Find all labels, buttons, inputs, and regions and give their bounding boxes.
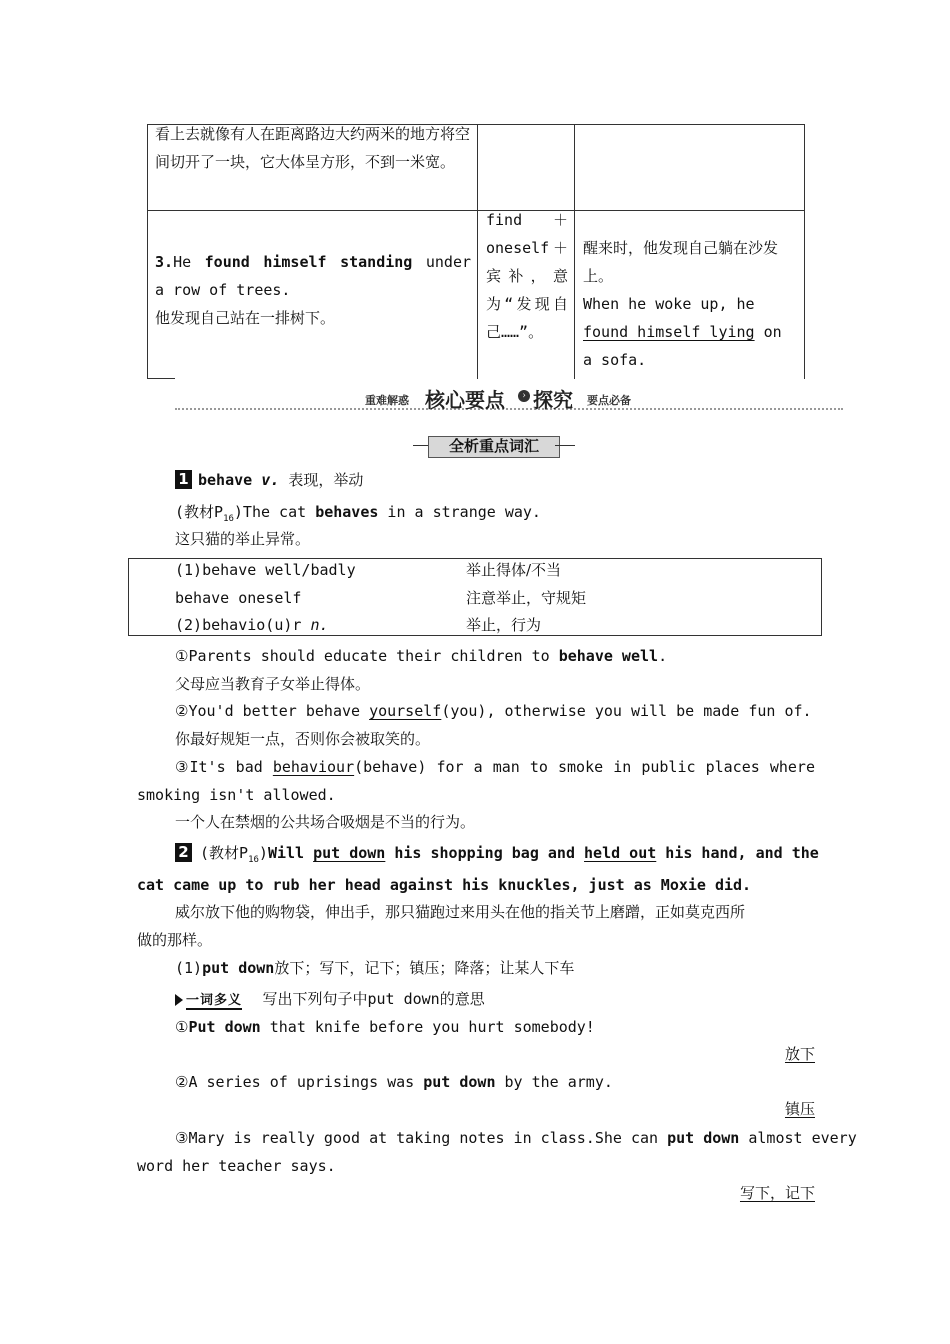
headword: behave [198,471,253,489]
table-cell-r2c3 [583,234,797,374]
source-label: (教材P [175,503,224,521]
example-2 [175,697,812,725]
source-page: 16 [223,514,234,524]
example-3 [175,753,815,781]
question-3 [175,1124,857,1152]
usage-en-2: behave oneself [175,589,302,607]
source-text: in a strange way. [378,503,541,521]
question-2 [175,1068,613,1096]
usage-word: (2)behavio(u)r [175,616,311,634]
sub-banner-label: 全析重点词汇 [448,437,539,455]
question-bold: put down [667,1129,740,1147]
example-answer: behaviour [272,758,355,776]
example-text: ③It's bad [175,758,273,776]
answer-3: 写下，记下 [739,1184,815,1202]
play-icon [175,994,183,1006]
source-label: (教材P [200,844,249,862]
sense-phrase: put down [202,959,275,977]
table-col-divider-2 [574,124,575,379]
question-3-line2: word her teacher says. [137,1157,336,1175]
sentence-text: his shopping bag and [385,844,585,862]
example-underline: found himself lying [583,323,755,341]
example-3-translation: 一个人在禁烟的公共场合吸烟是不当的行为。 [175,813,476,831]
example-text: When he woke up, he [583,295,755,313]
table-cell-r2c1 [155,248,471,332]
usage-en-3 [175,611,329,639]
part-of-speech: v. [261,471,280,489]
usage-pos: n. [310,616,329,634]
example-translation: 醒来时，他发现自己躺在沙发上。 [583,239,779,285]
question-text: ②A series of uprisings was [175,1073,424,1091]
question-text: that knife before you hurt somebody! [260,1018,595,1036]
key-phrase: put down [313,844,386,862]
example-3-line2: smoking isn't allowed. [137,786,336,804]
question-bold: put down [423,1073,496,1091]
question-1 [175,1013,595,1041]
section-title-a: 核心要点 [425,388,505,412]
sentence-text: under a row of trees. [155,253,472,299]
source-page: 16 [248,855,259,865]
source-label: ) [258,844,268,862]
item2-sentence [200,839,819,874]
sentence-text: He [173,253,205,271]
example-bold: behave well [558,647,659,665]
item2-sense [175,954,574,982]
example-text: ①Parents should educate their children to [175,647,559,665]
table-col-divider-1 [477,124,478,379]
section-title-b: 探究 [533,388,573,412]
key-phrase: found himself standing [204,253,413,271]
table-border-right [804,124,805,379]
source-text: )The cat [233,503,316,521]
example-1 [175,642,667,670]
sense-num: (1) [175,959,203,977]
sense-meanings: 放下；写下，记下；镇压；降落；让某人下车 [274,959,575,977]
table-cell-r2c2: find ＋ oneself＋宾补，意为“发现自己……”。 [486,211,568,341]
sentence-text: his hand, and the [656,844,819,862]
example-text: (you), otherwise you will be made fun of. [441,702,812,720]
usage-en-1: (1)behave well/badly [175,561,356,579]
table-cell-r1c1: 看上去就像有人在距离路边大约两米的地方将空间切开了一块，它大体呈方形，不到一米宽。 [155,125,471,171]
example-answer: yourself [369,702,442,720]
polysemy-instruction: 写出下列句子中put down的意思 [262,990,485,1008]
example-text: . [658,647,668,665]
section-header [175,384,843,414]
answer-1: 放下 [784,1045,815,1063]
example-text: (behave) for a man to smoke in public places where [354,758,815,776]
item2-sentence-line2: cat came up to rub her head against his knuckles, just as Moxie did. [137,876,752,894]
source-bold: behaves [315,503,379,521]
polysemy-tag-row [175,988,485,1009]
example-2-translation: 你最好规矩一点，否则你会被取笑的。 [175,730,431,748]
answer-2: 镇压 [784,1100,815,1118]
sentence-text: Will [267,844,314,862]
usage-zh-3: 举止，行为 [466,616,542,634]
section-subtitle-right: 要点必备 [587,394,631,407]
question-text: ③Mary is really good at taking notes in class.She can [175,1129,668,1147]
question-bold: Put down [188,1018,261,1036]
example-text: on a sofa. [583,323,782,369]
usage-zh-1: 举止得体/不当 [466,561,562,579]
question-num: ① [175,1018,189,1036]
item1-source-translation: 这只猫的举止异常。 [175,530,311,548]
sentence-translation: 他发现自己站在一排树下。 [155,309,336,327]
polysemy-tag: 一词多义 [186,993,243,1008]
item2-translation-line2: 做的那样。 [137,931,213,949]
key-phrase: held out [584,844,657,862]
question-text: by the army. [495,1073,613,1091]
item1-headword [198,466,363,494]
section-subtitle-left: 重难解惑 [365,394,409,407]
example-text: ②You'd better behave [175,702,370,720]
dotted-divider [175,408,843,410]
sentence-number: 3. [155,253,174,271]
table-border-left [147,124,148,379]
sub-banner [413,435,575,457]
headword-meaning: 表现，举动 [288,471,364,489]
question-text: almost every [739,1129,857,1147]
item-number-2: 2 [175,843,192,862]
item2-translation-line1: 威尔放下他的购物袋，伸出手，那只猫跑过来用头在他的指关节上磨蹭，正如莫克西所 [175,903,746,921]
item-number-1: 1 [175,470,192,489]
usage-zh-2: 注意举止，守规矩 [466,589,587,607]
chevron-right-icon: › [518,390,530,402]
example-1-translation: 父母应当教育子女举止得体。 [175,675,371,693]
table-border-bottom-stub [147,378,175,379]
table-row-divider [147,210,805,211]
